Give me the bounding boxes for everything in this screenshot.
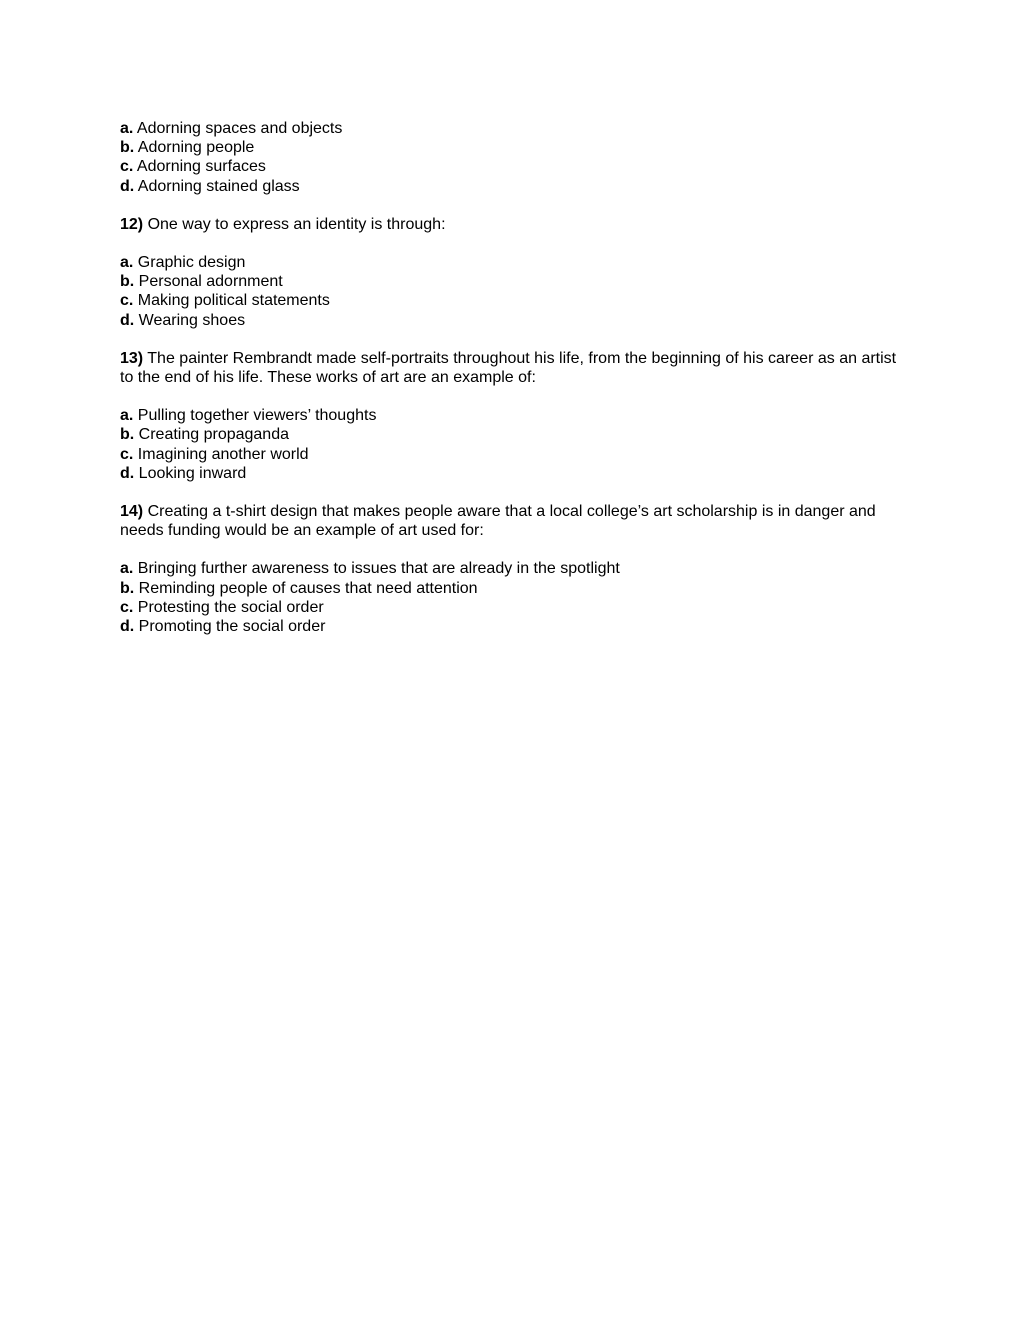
spacer (120, 540, 900, 559)
spacer (120, 234, 900, 253)
spacer (120, 196, 900, 215)
spacer (120, 387, 900, 406)
option-a: a. Graphic design (120, 254, 246, 272)
question-12: 12) One way to express an identity is through: (120, 215, 446, 233)
spacer (120, 330, 900, 349)
option-a: a. Adorning spaces and objects (120, 120, 343, 137)
option-d: d. Looking inward (120, 464, 247, 482)
option-d: d. Wearing shoes (120, 311, 246, 329)
option-c: c. Imagining another world (120, 445, 309, 463)
option-c: c. Adorning surfaces (120, 158, 266, 176)
option-a: a. Bringing further awareness to issues that are already in the spotlight (120, 560, 620, 578)
option-b: b. Reminding people of causes that need attention (120, 579, 478, 597)
option-a: a. Pulling together viewers’ thoughts (120, 407, 377, 425)
question-13: 13) The painter Rembrandt made self-portraits throughout his life, from the beginning of his career as an artist to the end of his life. These works of art are an example of: (120, 349, 897, 387)
option-b: b. Personal adornment (120, 273, 283, 291)
option-b: b. Creating propaganda (120, 426, 289, 444)
question-14-options (120, 559, 900, 636)
option-c: c. Protesting the social order (120, 598, 324, 616)
document-page (120, 119, 900, 636)
option-c: c. Making political statements (120, 292, 330, 310)
question-14: 14) Creating a t-shirt design that makes people aware that a local college’s art scholarship is in danger and needs funding would be an example of art used for: (120, 503, 876, 540)
prev-question-options (120, 119, 900, 196)
option-b: b. Adorning people (120, 139, 255, 157)
option-d: d. Promoting the social order (120, 618, 326, 636)
spacer (120, 483, 900, 502)
question-12-options (120, 253, 900, 330)
option-d: d. Adorning stained glass (120, 177, 300, 195)
question-13-options (120, 406, 900, 483)
